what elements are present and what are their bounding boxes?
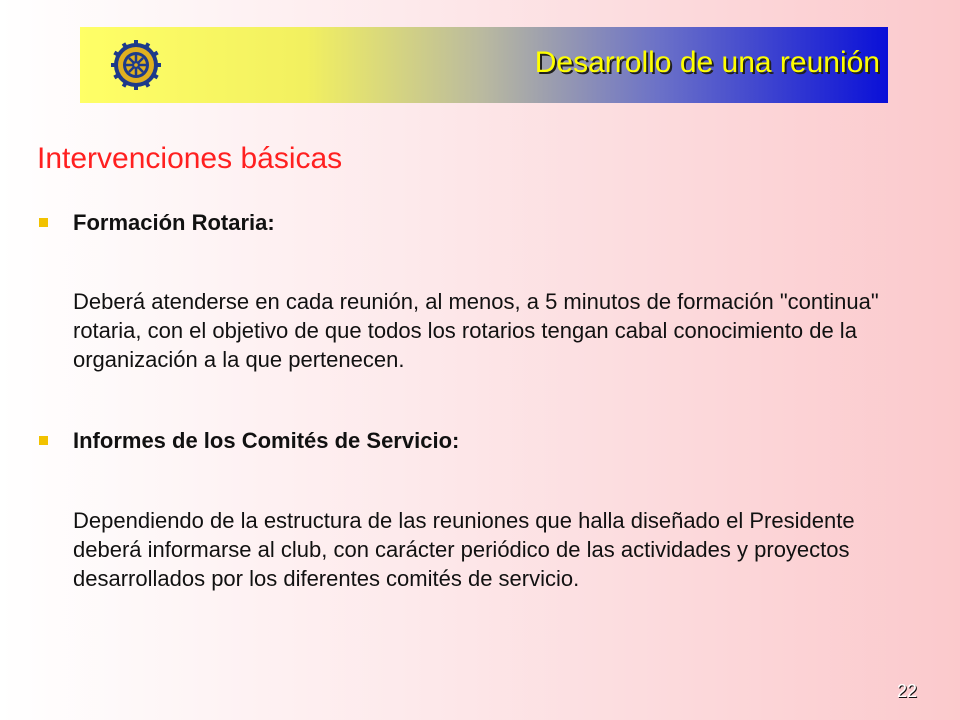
item-text-informes: Dependiendo de la estructura de las reuniones que halla diseñado el Presidente deberá informarse al club, con carácter periódico de las actividades y proyectos desarrollados por los diferentes comités de servicio. <box>73 508 855 591</box>
item-heading-formacion: Formación Rotaria: <box>73 210 275 235</box>
bullet-icon <box>39 218 48 227</box>
item-text-formacion: Deberá atenderse en cada reunión, al menos, a 5 minutos de formación "continua" rotaria, con el objetivo de que todos los rotarios tengan cabal conocimiento de la organización a la que pertenecen. <box>73 289 879 372</box>
rotary-wheel-icon <box>110 39 162 91</box>
slide-title: Desarrollo de una reunión <box>534 46 880 79</box>
title-banner <box>80 27 888 103</box>
bullet-icon <box>39 436 48 445</box>
page-number: 22 <box>897 681 918 701</box>
section-subtitle: Intervenciones básicas <box>37 142 343 175</box>
item-heading-informes: Informes de los Comités de Servicio: <box>73 428 460 453</box>
